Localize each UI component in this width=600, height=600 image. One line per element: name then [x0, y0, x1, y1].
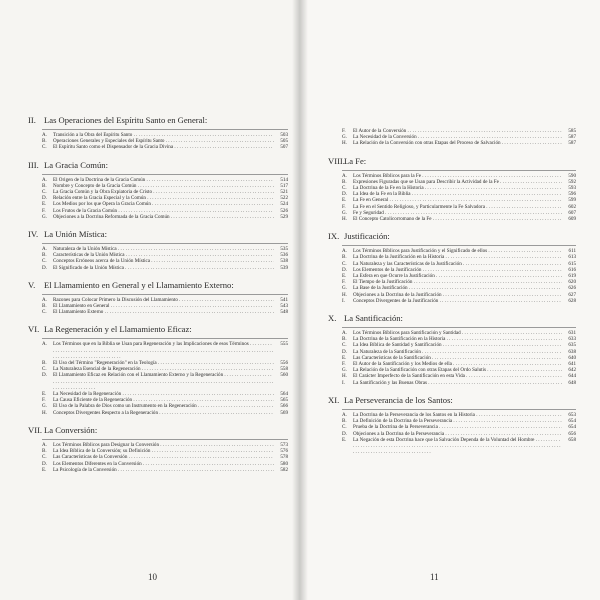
toc-entry: [42, 341, 288, 360]
continued-items: [342, 128, 576, 147]
toc-entry-page: 529: [280, 213, 288, 220]
toc-entry-page: 558: [280, 366, 288, 373]
toc-section-label: La Gracia Común:: [44, 159, 108, 170]
toc-entry-letter: E.: [342, 197, 347, 204]
toc-section-title: [28, 229, 288, 239]
toc-section-title: [28, 425, 288, 435]
toc-section-label: La Santificación:: [344, 313, 403, 324]
toc-entry-title: Razones para Colocar Primero la Discusión del Llamamiento . . .: [53, 297, 274, 303]
toc-entry-title: La Fe en el Sentido Religioso, y Particularmente la Fe Salvadora . . .: [353, 204, 562, 210]
toc-entry-text: [53, 144, 274, 150]
toc-section-items: [342, 409, 576, 455]
toc-entry-title: Los Términos Bíblicos para Justificación y el Significado de ellos . . .: [353, 248, 562, 254]
toc-entry-letter: A.: [342, 411, 347, 418]
toc-section-number: XI.: [328, 394, 340, 405]
toc-entry-title: La Fe en General . . .: [353, 197, 562, 203]
toc-entry-title: Objeciones a la Doctrina de la Perseverancia . . .: [353, 431, 562, 437]
toc-entry-title: La Naturaleza Esencial de la Regeneración . . .: [53, 366, 274, 372]
toc-entry-page: 596: [568, 191, 576, 198]
toc-entry-page: 654: [568, 418, 576, 425]
toc-entry-text: [53, 214, 274, 220]
toc-entry-title: El Autor de la Conversión . . .: [353, 128, 562, 134]
toc-entry-letter: E.: [342, 354, 347, 361]
toc-entry-title: La Doctrina de la Justificación en la Historia . . .: [353, 254, 562, 260]
toc-entry-letter: C.: [42, 258, 47, 265]
toc-entry-page: 565: [280, 397, 288, 404]
toc-entry-title: La Definición de la Doctrina de la Perseverancia . . .: [353, 418, 562, 424]
toc-entry-page: 526: [280, 207, 288, 214]
toc-section-number: IV.: [28, 229, 39, 240]
toc-entry-title: La Idea de la Fe en la Biblia . . .: [353, 191, 562, 197]
toc-entry-page: 627: [568, 291, 576, 298]
toc-section-items: [42, 129, 288, 151]
toc-entry-letter: D.: [342, 266, 347, 273]
toc-entry-title: La Negación de esta Doctrina hace que la Salvación Dependa de la Voluntad del Hombre . . .: [353, 437, 561, 455]
toc-entry-page: 578: [280, 454, 288, 461]
toc-entry-letter: A.: [42, 132, 47, 138]
toc-entry-letter: E.: [42, 466, 47, 473]
toc-entry-page: 633: [568, 336, 576, 343]
toc-entry-title: Operaciones Generales y Especiales del Espíritu Santo . . .: [53, 138, 274, 144]
toc-section: [28, 280, 288, 316]
toc-entry-page: 576: [280, 448, 288, 455]
toc-entry-letter: A.: [342, 248, 347, 255]
toc-entry: [42, 144, 288, 150]
toc-entry-text: [53, 309, 274, 315]
toc-entry-letter: A.: [342, 172, 347, 179]
toc-entry-title: Naturaleza de la Unión Mística . . .: [53, 246, 274, 252]
toc-entry-title: Relación entre la Gracia Especial y la Común . . .: [53, 195, 274, 201]
toc-entry-page: 640: [568, 354, 576, 361]
toc-entry-title: El Carácter Imperfecto de la Santificación en esta Vida . . .: [353, 373, 562, 379]
toc-entry-letter: D.: [42, 460, 47, 467]
toc-entry-page: 573: [280, 441, 288, 448]
toc-entry: [342, 437, 576, 456]
toc-entry-page: 587: [568, 134, 576, 141]
toc-entry-title: El Llamamiento en General . . .: [53, 303, 274, 309]
toc-section: [28, 160, 288, 220]
toc-entry-page: 607: [568, 209, 576, 216]
toc-entry: [342, 298, 576, 304]
toc-section-label: El Llamamiento en General y el Llamamiento Externo:: [44, 279, 234, 290]
toc-entry-title: El Tiempo de la Justificación . . .: [353, 279, 562, 285]
toc-entry-page: 514: [280, 176, 288, 183]
toc-entry-title: Las Características de la Conversión . . .: [53, 454, 274, 460]
toc-entry-text: [353, 437, 562, 456]
toc-entry-letter: G.: [342, 134, 347, 141]
toc-entry-letter: A.: [342, 330, 347, 337]
toc-entry-text: [353, 298, 562, 304]
toc-entry-page: 535: [280, 246, 288, 253]
toc-entry-page: 658: [568, 436, 576, 443]
toc-entry-letter: C.: [342, 260, 347, 267]
toc-entry-page: 615: [568, 260, 576, 267]
toc-entry-title: La Doctrina de la Fe en la Historia . . .: [353, 185, 562, 191]
toc-entry-title: La Naturaleza y las Características de la Justificación . . .: [353, 261, 562, 267]
toc-entry-letter: C.: [342, 185, 347, 192]
toc-entry-letter: B.: [42, 252, 47, 259]
toc-entry-title: Prueba de la Doctrina de la Perseverancia . . .: [353, 424, 562, 430]
toc-entry-title: Los Términos que en la Biblia se Usan para Regeneración y las Implicaciones de esos Términos . . .: [53, 341, 273, 359]
toc-entry-text: [353, 140, 562, 146]
toc-section-items: [42, 338, 288, 415]
toc-entry-page: 539: [280, 264, 288, 271]
toc-entry-letter: C.: [42, 189, 47, 196]
toc-entry-title: Objeciones a la Doctrina Reformada de la Gracia Común . . .: [53, 214, 274, 220]
toc-entry-letter: F.: [342, 279, 346, 286]
toc-entry-letter: A.: [42, 246, 47, 253]
toc-entry-title: El Llamamiento Eficaz en Relación con el Llamamiento Externo y la Regeneración . . .: [53, 372, 273, 390]
toc-section-label: Justificación:: [344, 231, 390, 242]
toc-entry-page: 548: [280, 309, 288, 316]
toc-entry-title: El Llamamiento Externo . . .: [53, 309, 274, 315]
toc-entry-page: 566: [280, 403, 288, 410]
toc-entry-page: 541: [280, 296, 288, 303]
toc-entry-letter: C.: [42, 366, 47, 373]
toc-entry-title: Los Elementos Diferentes en la Conversión . . .: [53, 461, 274, 467]
toc-entry: [342, 216, 576, 222]
toc-entry-letter: H.: [342, 216, 347, 223]
toc-entry-letter: C.: [342, 424, 347, 431]
toc-entry-page: 585: [568, 128, 576, 134]
toc-entry-letter: F.: [342, 128, 346, 134]
toc-entry-page: 569: [280, 409, 288, 416]
toc-section-title: [328, 156, 576, 166]
toc-entry-page: 619: [568, 273, 576, 280]
toc-entry-page: 560: [280, 372, 288, 379]
toc-entry-page: 656: [568, 430, 576, 437]
toc-entry-letter: E.: [342, 436, 347, 443]
toc-entry-title: La Relación de la Santificación con otras Etapas del Ordo Salutis . . .: [353, 367, 562, 373]
toc-section-number: III.: [28, 159, 39, 170]
toc-entry-letter: H.: [42, 409, 47, 416]
toc-entry: [42, 214, 288, 220]
toc-entry: [342, 140, 576, 146]
toc-entry-page: 587: [568, 140, 576, 147]
toc-entry-page: 648: [568, 379, 576, 386]
toc-entry-letter: E.: [42, 391, 47, 398]
toc-entry-page: 611: [568, 248, 576, 255]
toc-entry-title: Los Términos Bíblicos para Santificación y Santidad . . .: [353, 330, 562, 336]
toc-section-items: [342, 245, 576, 304]
toc-entry-page: 592: [568, 178, 576, 185]
toc-entry-letter: A.: [42, 441, 47, 448]
toc-entry-title: La Idea Bíblica de la Conversión; su Definición . . .: [53, 448, 274, 454]
toc-entry-page: 654: [568, 424, 576, 431]
toc-entry-page: 602: [568, 203, 576, 210]
toc-entry-page: 505: [280, 138, 288, 145]
toc-entry-letter: E.: [42, 201, 47, 208]
toc-section-label: Las Operaciones del Espíritu Santo en General:: [44, 115, 208, 125]
toc-section-title: [328, 231, 576, 241]
toc-entry-letter: A.: [42, 176, 47, 183]
toc-section-items: [342, 327, 576, 386]
toc-entry-letter: C.: [342, 342, 347, 349]
toc-entry-letter: D.: [42, 264, 47, 271]
toc-section-label: La Regeneración y el Llamamiento Eficaz:: [44, 324, 192, 335]
toc-entry-title: El Uso de la Palabra de Dios como un Instrumento en la Regeneración . . .: [53, 403, 274, 409]
toc-entry-letter: B.: [342, 336, 347, 343]
toc-entry-page: 644: [568, 373, 576, 380]
toc-entry-title: La Doctrina de la Perseverancia de los Santos en la Historia . . .: [353, 412, 562, 418]
toc-section-label: La Perseverancia de los Santos:: [344, 394, 453, 405]
toc-entry-text: [53, 410, 274, 416]
toc-entry-letter: B.: [42, 448, 47, 455]
toc-entry-letter: B.: [42, 182, 47, 189]
toc-entry-letter: B.: [342, 418, 347, 425]
toc-entry-text: [53, 372, 274, 391]
toc-entry-page: 599: [568, 197, 576, 204]
toc-entry-title: Conceptos Erróneos acerca de la Unión Mística . . .: [53, 258, 274, 264]
toc-entry-title: Expresiones Figuradas que se Usan para Describir la Actividad de la Fe . . .: [353, 179, 562, 185]
toc-section-title: [28, 280, 288, 290]
toc-entry-page: 590: [568, 172, 576, 179]
toc-entry-page: 536: [280, 252, 288, 259]
toc-entry-page: 641: [568, 361, 576, 368]
toc-entry-letter: G.: [42, 213, 47, 220]
toc-entry-text: [53, 341, 274, 360]
toc-entry-page: 556: [280, 360, 288, 367]
toc-section: [328, 313, 576, 386]
toc-entry-page: 626: [568, 285, 576, 292]
toc-entry-letter: D.: [42, 372, 47, 379]
toc-entry-letter: I.: [342, 379, 345, 386]
toc-entry-page: 543: [280, 303, 288, 310]
toc-entry-title: La Naturaleza de la Santificación . . .: [353, 349, 562, 355]
toc-entry-letter: A.: [42, 296, 47, 303]
toc-entry-page: 582: [280, 466, 288, 473]
toc-entry-title: La Necesidad de la Conversión . . .: [353, 134, 562, 140]
toc-section: [28, 425, 288, 473]
toc-entry-text: [53, 467, 274, 473]
toc-entry-title: La Gracia Común y la Obra Expiatoria de Cristo . . .: [53, 189, 274, 195]
toc-entry-title: Las Características de la Santificación . . .: [353, 355, 562, 361]
toc-entry-letter: D.: [342, 348, 347, 355]
toc-section-label: La Unión Mística:: [44, 229, 108, 240]
toc-entry-title: Conceptos Divergentes Respecto a la Regeneración . . .: [53, 410, 274, 416]
toc-entry-letter: A.: [42, 341, 47, 348]
toc-entry-page: 564: [280, 391, 288, 398]
toc-entry-title: La Doctrina de la Santificación en la Historia . . .: [353, 336, 562, 342]
toc-entry-title: Transición a la Obra del Espíritu Santo . . .: [53, 132, 274, 138]
toc-entry: [42, 372, 288, 391]
toc-entry: [42, 309, 288, 315]
toc-entry-title: Los Términos Bíblicos para la Fe . . .: [353, 173, 562, 179]
toc-entry-page: 517: [280, 182, 288, 189]
toc-section-number: II.: [28, 115, 36, 125]
toc-entry-letter: E.: [342, 273, 347, 280]
toc-section-number: VI.: [28, 324, 40, 335]
toc-entry-title: Los Medios por los que Opera la Gracia Común . . .: [53, 201, 274, 207]
toc-entry: [342, 380, 576, 386]
toc-entry-page: 580: [280, 460, 288, 467]
toc-entry-page: 609: [568, 216, 576, 223]
toc-section: [28, 229, 288, 271]
toc-entry: [42, 467, 288, 473]
toc-entry-letter: B.: [42, 360, 47, 367]
toc-entry-title: La Relación de la Conversión con otras Etapas del Proceso de Salvación . . .: [353, 140, 562, 146]
toc-section: [328, 231, 576, 304]
right-page-number: 11: [430, 572, 439, 582]
toc-section-number: VIII.: [328, 155, 345, 166]
toc-section-number: IX.: [328, 231, 340, 242]
toc-entry-title: El Origen de la Doctrina de la Gracia Común . . .: [53, 177, 274, 183]
toc-section-title: [28, 160, 288, 170]
toc-entry-letter: G.: [342, 285, 347, 292]
toc-entry-letter: F.: [42, 397, 46, 404]
toc-entry-page: 507: [280, 144, 288, 151]
toc-entry-title: La Esfera en que Ocurre la Justificación . . .: [353, 273, 562, 279]
toc-section-label: La Conversión:: [44, 424, 98, 435]
toc-entry-title: Los Elementos de la Justificación . . .: [353, 267, 562, 273]
right-toc: [328, 156, 576, 456]
toc-section-number: V.: [28, 279, 36, 290]
toc-entry-letter: C.: [42, 144, 47, 151]
toc-entry-page: 524: [280, 201, 288, 208]
left-page-number: 10: [148, 572, 157, 582]
toc-entry-letter: I.: [342, 297, 345, 304]
toc-section-items: [42, 294, 288, 316]
toc-entry-letter: G.: [342, 209, 347, 216]
toc-entry-letter: C.: [42, 309, 47, 316]
toc-entry-title: La Necesidad de la Regeneración . . .: [53, 391, 274, 397]
toc-entry-title: Fe y Seguridad . . .: [353, 210, 562, 216]
toc-entry-title: Características de la Unión Mística . . .: [53, 252, 274, 258]
toc-entry-title: La Causa Eficiente de la Regeneración . . .: [53, 397, 274, 403]
toc-section-items: [342, 170, 576, 223]
toc-entry-text: [53, 265, 274, 271]
toc-entry-title: El Autor de la Santificación y los Medios de ella . . .: [353, 361, 562, 367]
toc-entry-title: La Base de la Justificación . . .: [353, 285, 562, 291]
toc-entry: [42, 265, 288, 271]
toc-entry-letter: C.: [42, 454, 47, 461]
toc-entry-letter: D.: [342, 191, 347, 198]
toc-entry-title: Los Términos Bíblicos para Designar la Conversión . . .: [53, 442, 274, 448]
toc-section-items: [42, 174, 288, 220]
toc-entry-title: El Significado de la Unión Mística . . .: [53, 265, 274, 271]
toc-entry-letter: D.: [342, 430, 347, 437]
toc-entry-title: La Psicología de la Conversión . . .: [53, 467, 274, 473]
toc-entry-letter: B.: [42, 138, 47, 145]
toc-entry-letter: G.: [42, 403, 47, 410]
toc-entry-text: [353, 380, 562, 386]
toc-section-number: X.: [328, 313, 337, 324]
toc-section-title: [328, 395, 576, 405]
toc-entry-page: 628: [568, 297, 576, 304]
toc-entry-page: 613: [568, 254, 576, 261]
toc-entry-letter: B.: [42, 303, 47, 310]
toc-section-items: [42, 243, 288, 271]
toc-entry-page: 522: [280, 195, 288, 202]
toc-entry-title: El Concepto Catolicorromano de la Fe . . .: [353, 216, 562, 222]
toc-entry-page: 555: [280, 341, 288, 348]
toc-section: [328, 395, 576, 455]
toc-entry-letter: H.: [342, 373, 347, 380]
toc-entry-letter: D.: [42, 195, 47, 202]
toc-entry-letter: F.: [42, 207, 46, 214]
toc-entry-page: 503: [280, 132, 288, 138]
toc-entry-page: 642: [568, 367, 576, 374]
toc-entry-page: 616: [568, 266, 576, 273]
toc-entry-title: Los Frutos de la Gracia Común . . .: [53, 208, 274, 214]
toc-section: [28, 115, 288, 151]
toc-entry-letter: G.: [342, 367, 347, 374]
toc-entry-page: 635: [568, 342, 576, 349]
left-toc: [28, 115, 288, 473]
toc-entry-page: 638: [568, 348, 576, 355]
toc-entry-letter: B.: [342, 254, 347, 261]
toc-section-title: [28, 324, 288, 334]
toc-entry-letter: H.: [342, 291, 347, 298]
toc-entry-letter: F.: [342, 361, 346, 368]
toc-entry-title: El Uso del Término "Regeneración" en la Teología . . .: [53, 360, 274, 366]
toc-section-title: [328, 313, 576, 323]
toc-section-number: VII.: [28, 424, 43, 435]
toc-entry-page: 538: [280, 258, 288, 265]
toc-entry-title: Objeciones a la Doctrina de la Justificación . . .: [353, 292, 562, 298]
right-page: [300, 0, 600, 600]
toc-section-label: La Fe:: [344, 155, 367, 166]
toc-section: [328, 156, 576, 223]
toc-entry-title: La Santificación y las Buenas Obras . . .: [353, 380, 562, 386]
toc-entry-title: Nombre y Concepto de la Gracia Común . . .: [53, 183, 274, 189]
toc-entry: [42, 410, 288, 416]
toc-entry-title: Conceptos Divergentes de la Justificación . . .: [353, 298, 562, 304]
toc-section-items: [42, 439, 288, 473]
toc-entry-title: El Espíritu Santo como el Dispensador de la Gracia Divina . . .: [53, 144, 274, 150]
toc-entry-text: [353, 216, 562, 222]
toc-entry-letter: H.: [342, 140, 347, 147]
toc-entry-page: 620: [568, 279, 576, 286]
toc-section-title: [28, 115, 288, 125]
toc-entry-page: 631: [568, 330, 576, 337]
toc-section: [28, 324, 288, 415]
toc-entry-title: La Idea Bíblica de Santidad y Santificación . . .: [353, 342, 562, 348]
toc-entry-page: 593: [568, 185, 576, 192]
toc-entry-page: 521: [280, 189, 288, 196]
toc-entry-page: 653: [568, 411, 576, 418]
toc-entry-letter: B.: [342, 178, 347, 185]
toc-entry-letter: F.: [342, 203, 346, 210]
